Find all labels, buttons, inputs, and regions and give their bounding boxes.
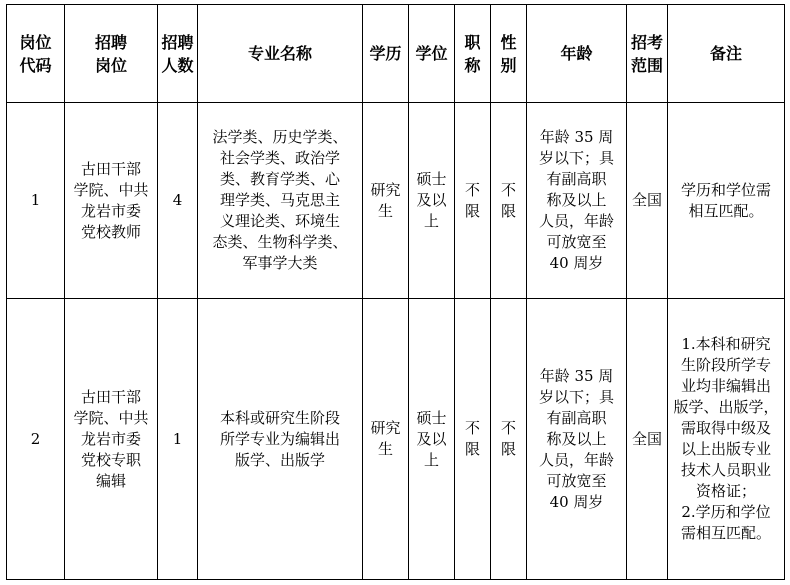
cell-remark: 1.本科和研究 生阶段所学专 业均非编辑出 版学、出版学， 需取得中级及 以上出版专业 技术人员职业 资格证； 2.学历和学位 需相互匹配。 bbox=[668, 299, 785, 580]
cell-age: 年龄 35 周 岁以下；具 有副高职 称及以上 人员，年龄 可放宽至 40 周岁 bbox=[527, 299, 627, 580]
cell-title: 不 限 bbox=[455, 299, 491, 580]
cell-education: 研究 生 bbox=[363, 299, 409, 580]
cell-degree: 硕士 及以 上 bbox=[409, 103, 455, 299]
header-count: 招聘 人数 bbox=[158, 5, 198, 103]
header-position: 招聘 岗位 bbox=[65, 5, 158, 103]
cell-gender: 不 限 bbox=[491, 299, 527, 580]
header-scope: 招考 范围 bbox=[627, 5, 668, 103]
cell-code: 2 bbox=[7, 299, 65, 580]
header-age: 年龄 bbox=[527, 5, 627, 103]
cell-title: 不 限 bbox=[455, 103, 491, 299]
cell-degree: 硕士 及以 上 bbox=[409, 299, 455, 580]
cell-position: 古田干部 学院、中共 龙岩市委 党校专职 编辑 bbox=[65, 299, 158, 580]
header-code: 岗位 代码 bbox=[7, 5, 65, 103]
table-row bbox=[7, 103, 785, 299]
table-row bbox=[7, 299, 785, 580]
cell-position: 古田干部 学院、中共 龙岩市委 党校教师 bbox=[65, 103, 158, 299]
cell-major: 本科或研究生阶段 所学专业为编辑出 版学、出版学 bbox=[198, 299, 363, 580]
cell-code: 1 bbox=[7, 103, 65, 299]
cell-age: 年龄 35 周 岁以下；具 有副高职 称及以上 人员，年龄 可放宽至 40 周岁 bbox=[527, 103, 627, 299]
cell-gender: 不 限 bbox=[491, 103, 527, 299]
header-remark: 备注 bbox=[668, 5, 785, 103]
header-education: 学历 bbox=[363, 5, 409, 103]
header-row bbox=[7, 5, 785, 103]
header-gender: 性 别 bbox=[491, 5, 527, 103]
cell-education: 研究 生 bbox=[363, 103, 409, 299]
cell-scope: 全国 bbox=[627, 103, 668, 299]
header-title: 职 称 bbox=[455, 5, 491, 103]
cell-scope: 全国 bbox=[627, 299, 668, 580]
cell-count: 1 bbox=[158, 299, 198, 580]
cell-major: 法学类、历史学类、 社会学类、政治学 类、教育学类、心 理学类、马克思主 义理论类、环境生 态类、生物科学类、 军事学大类 bbox=[198, 103, 363, 299]
cell-remark: 学历和学位需 相互匹配。 bbox=[668, 103, 785, 299]
recruitment-table bbox=[6, 4, 785, 580]
cell-count: 4 bbox=[158, 103, 198, 299]
header-degree: 学位 bbox=[409, 5, 455, 103]
header-major: 专业名称 bbox=[198, 5, 363, 103]
